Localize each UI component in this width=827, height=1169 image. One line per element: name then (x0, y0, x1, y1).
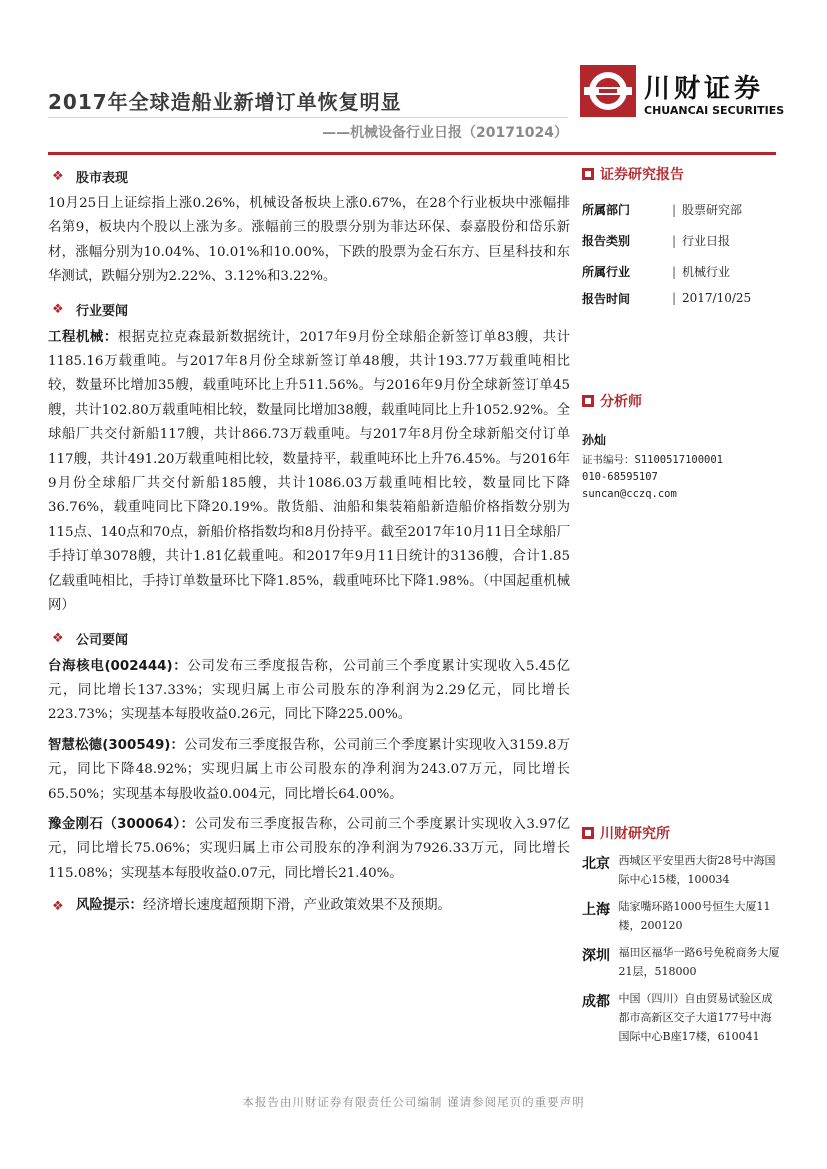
company-news-text: 公司发布三季度报告称，公司前三个季度累计实现收入3159.8万元，同比下降48.92%；实现归属上市公司股东的净利润为243.07万元，同比增长65.50%；实现基本每股收益0.004元，同比增长64.00%。 (48, 737, 570, 802)
logo-chinese-name: 川财证券 (644, 74, 765, 104)
analyst-heading (582, 389, 782, 413)
report-info-heading (582, 162, 782, 186)
info-key: 所属行业 (582, 265, 631, 279)
square-bullet-icon (582, 827, 594, 839)
office-address: 福田区福华一路6号免税商务大厦21层，518000 (618, 946, 780, 978)
info-separator: | (672, 264, 677, 279)
office-city: 北京 (582, 856, 610, 872)
office-shanghai (582, 897, 782, 935)
logo-english-name: CHUANCAI SECURITIES (644, 104, 785, 117)
section-heading-market (48, 162, 570, 190)
section-heading-label: 公司要闻 (76, 633, 129, 648)
analyst-heading-label: 分析师 (600, 394, 642, 410)
office-beijing (582, 851, 782, 889)
section-heading-label: 股市表现 (76, 170, 129, 186)
square-bullet-icon (582, 168, 594, 180)
market-paragraph: 10月25日上证综指上涨0.26%，机械设备板块上涨0.67%，在28个行业板块中涨幅排名第9，板块内个股以上涨为多。涨幅前三的股票分别为菲达环保、泰嘉股份和岱乐新材，涨幅分别为10.04%、10.01%和10.00%，下跌的股票为金石东方、巨星科技和东华测试，跌幅分别为2.22%、3.12%和3.22%。 (48, 196, 570, 285)
report-info-heading-label: 证券研究报告 (600, 167, 684, 183)
section-heading-label: 行业要闻 (76, 304, 129, 320)
company-news-item (48, 734, 570, 807)
report-subtitle: ——机械设备行业日报（20171024） (322, 125, 568, 141)
report-title: 2017年全球造船业新增订单恢复明显 (48, 90, 402, 114)
section-heading-industry (48, 296, 570, 324)
info-value: 股票研究部 (682, 203, 743, 217)
info-key: 报告时间 (582, 291, 631, 306)
footer-disclaimer: 本报告由川财证券有限责任公司编制 谨请参阅尾页的重要声明 (242, 1095, 585, 1109)
info-separator: | (672, 202, 677, 217)
company-logo-icon (580, 65, 636, 117)
info-value: 机械行业 (682, 265, 731, 279)
analyst-phone: 010-68595107 (582, 471, 658, 483)
company-news-text: 公司发布三季度报告称，公司前三个季度累计实现收入5.45亿元，同比增长137.33%；实现归属上市公司股东的净利润为2.29亿元，同比增长223.73%；实现基本每股收益0.26元，同比下降225.00%。 (48, 658, 570, 723)
diamond-bullet-icon: ❖ (52, 898, 64, 914)
diamond-bullet-icon: ❖ (52, 631, 64, 646)
industry-text: 根据克拉克森最新数据统计，2017年9月份全球船企新签订单83艘，共计1185.16万载重吨。与2017年8月份全球新签订单48艘，共计193.77万载重吨相比较，数量环比增加35艘，载重吨环比上升511.56%。与2016年9月份全球新签订单45艘，共计102.80万载重吨相比较，数量同比增加38艘，载重吨同比上升1052.92%。全球船厂共交付新船117艘，共计866.73万载重吨。与2017年8月份全球新船交付订单117艘，共计491.20万载重吨相比较，数量持平，载重吨环比上升76.45%。与2016年9月份全球船厂共交付新船185艘，共计1086.03万载重吨相比较，数量同比下降36.76%，载重吨同比下降20.19%。散货船、油船和集装箱船新造船价格指数分别为115点、140点和70点，新船价格指数均和8月份持平。截至2017年10月11日全球船厂手持订单3078艘，共计1.81亿载重吨。和2017年9月11日统计的3136艘，合计1.85亿载重吨相比，手持订单数量环比下降1.85%，载重吨环比下降1.98%。（中国起重机械网） (48, 329, 571, 614)
office-address: 中国（四川）自由贸易试验区成都市高新区交子大道177号中海国际中心B座17楼，610041 (618, 992, 773, 1043)
analyst-name: 孙灿 (582, 433, 607, 447)
risk-text: 经济增长速度超预期下滑，产业政策效果不及预期。 (142, 897, 451, 913)
info-separator: | (672, 233, 677, 248)
analyst-email[interactable]: suncan@cczq.com (582, 488, 677, 500)
company-news-item (48, 655, 570, 728)
title-divider (48, 117, 568, 118)
office-city: 深圳 (582, 948, 610, 964)
institute-heading-label: 川财研究所 (600, 826, 670, 842)
info-value: 行业日报 (682, 234, 731, 248)
main-content (48, 162, 570, 920)
info-key: 报告类别 (582, 234, 631, 248)
analyst-cert: 证书编号：S1100517100001 (582, 454, 724, 466)
info-value: 2017/10/25 (682, 291, 752, 305)
office-shenzhen (582, 943, 782, 981)
company-name: 豫金刚石（300064）： (48, 816, 195, 832)
header-bar (48, 152, 776, 155)
company-name: 台海核电(002444)： (48, 658, 188, 674)
square-bullet-icon (582, 395, 594, 407)
info-row-industry (582, 256, 782, 287)
sidebar (582, 162, 782, 1046)
info-row-department (582, 194, 782, 225)
risk-label: 风险提示： (76, 897, 143, 913)
industry-paragraph (48, 326, 570, 619)
office-address: 西城区平安里西大街28号中海国际中心15楼，100034 (618, 854, 776, 886)
info-key: 所属部门 (582, 203, 631, 217)
office-city: 成都 (582, 994, 610, 1010)
info-separator: | (672, 291, 677, 305)
company-name: 智慧松德(300549)： (48, 737, 185, 753)
office-address: 陆家嘴环路1000号恒生大厦11楼，200120 (618, 900, 771, 932)
company-news-text: 公司发布三季度报告称，公司前三个季度累计实现收入3.97亿元，同比增长75.06%；实现归属上市公司股东的净利润为7926.33万元，同比增长115.08%；实现基本每股收益0.07元，同比增长21.40%。 (48, 816, 570, 881)
section-heading-company (48, 625, 570, 653)
diamond-bullet-icon: ❖ (52, 302, 64, 318)
office-city: 上海 (582, 902, 610, 918)
info-row-date (582, 287, 782, 309)
institute-heading (582, 821, 782, 845)
company-news-item (48, 813, 570, 886)
office-chengdu (582, 989, 782, 1046)
info-row-category (582, 225, 782, 256)
industry-lead: 工程机械： (48, 329, 118, 345)
risk-note (48, 892, 570, 920)
diamond-bullet-icon: ❖ (52, 168, 64, 184)
